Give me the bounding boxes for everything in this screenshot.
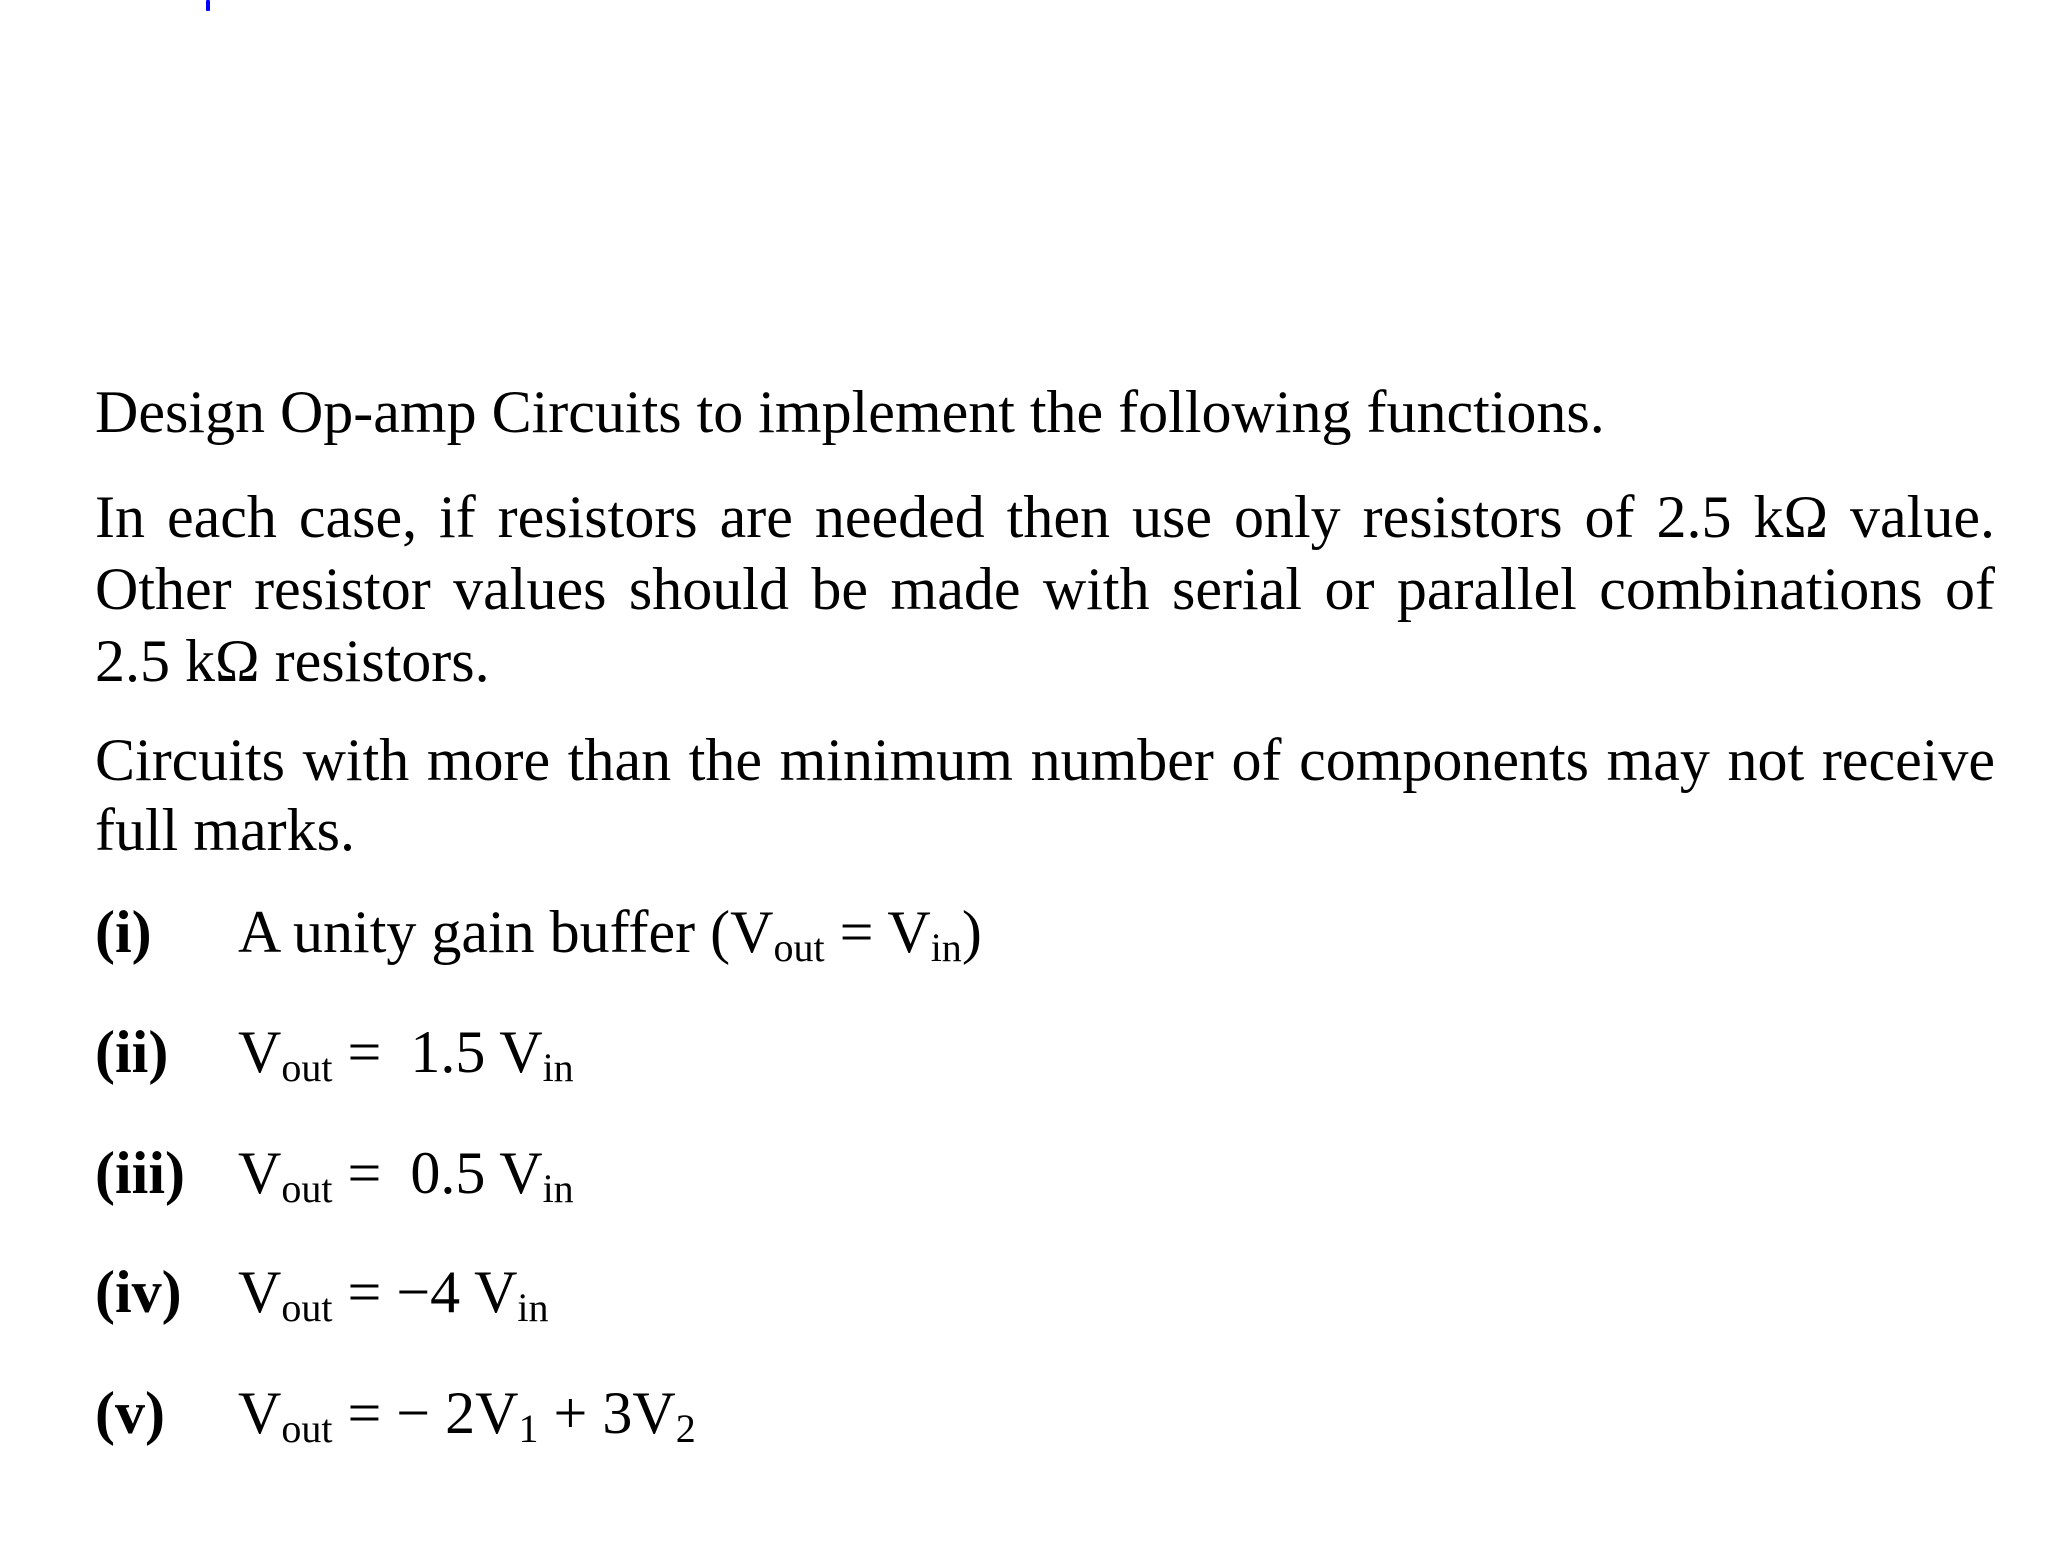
formula-var: V: [238, 1380, 282, 1446]
item-label: (iv): [95, 1259, 182, 1325]
item-formula: [238, 1019, 574, 1090]
formula-term-1: 2V: [445, 1380, 519, 1446]
item-label: (ii): [95, 1019, 169, 1085]
marking-note-paragraph: Circuits with more than the minimum number of components may not receive full marks.: [95, 727, 1995, 863]
question-item-iii: [95, 1140, 1995, 1211]
subscript-1: 1: [518, 1406, 539, 1451]
item-formula: [238, 1380, 696, 1451]
instructions-paragraph: In each case, if resistors are needed then use only resistors of 2.5 kΩ value. Other resistor values should be made with serial or parallel combinations of 2.5 kΩ resistors.: [95, 484, 1995, 694]
subscript-in: in: [517, 1285, 549, 1330]
formula-text: ): [961, 899, 982, 965]
text-cursor-mark: [206, 0, 210, 11]
subscript-2: 2: [675, 1406, 696, 1451]
item-label: (iii): [95, 1140, 185, 1206]
item-label: (i): [95, 899, 152, 965]
formula-plus: +: [538, 1380, 603, 1446]
item-formula: [238, 1140, 574, 1211]
question-item-iv: [95, 1259, 1995, 1330]
formula-equals: = −: [332, 1380, 446, 1446]
item-label: (v): [95, 1380, 165, 1446]
item-formula: [238, 899, 982, 970]
formula-equals: =: [332, 1019, 397, 1085]
subscript-in: in: [542, 1045, 574, 1090]
formula-term-2: 3V: [602, 1380, 676, 1446]
formula-var: V: [238, 1019, 282, 1085]
question-item-v: [95, 1380, 1995, 1451]
page-title: Design Op-amp Circuits to implement the following functions.: [95, 379, 1605, 445]
formula-coefficient: −4 V: [396, 1259, 518, 1325]
subscript-out: out: [281, 1045, 333, 1090]
subscript-in: in: [930, 925, 962, 970]
formula-equals: =: [332, 1259, 397, 1325]
formula-var: V: [238, 1259, 282, 1325]
formula-var: V: [238, 1140, 282, 1206]
subscript-out: out: [281, 1166, 333, 1211]
formula-text: A unity gain buffer (V: [238, 899, 774, 965]
question-item-i: [95, 899, 1995, 970]
item-formula: [238, 1259, 549, 1330]
subscript-in: in: [542, 1166, 574, 1211]
subscript-out: out: [281, 1406, 333, 1451]
formula-coefficient: 0.5 V: [410, 1140, 543, 1206]
formula-text: = V: [824, 899, 931, 965]
formula-equals: =: [332, 1140, 397, 1206]
subscript-out: out: [773, 925, 825, 970]
subscript-out: out: [281, 1285, 333, 1330]
question-item-ii: [95, 1019, 1995, 1090]
formula-coefficient: 1.5 V: [410, 1019, 543, 1085]
